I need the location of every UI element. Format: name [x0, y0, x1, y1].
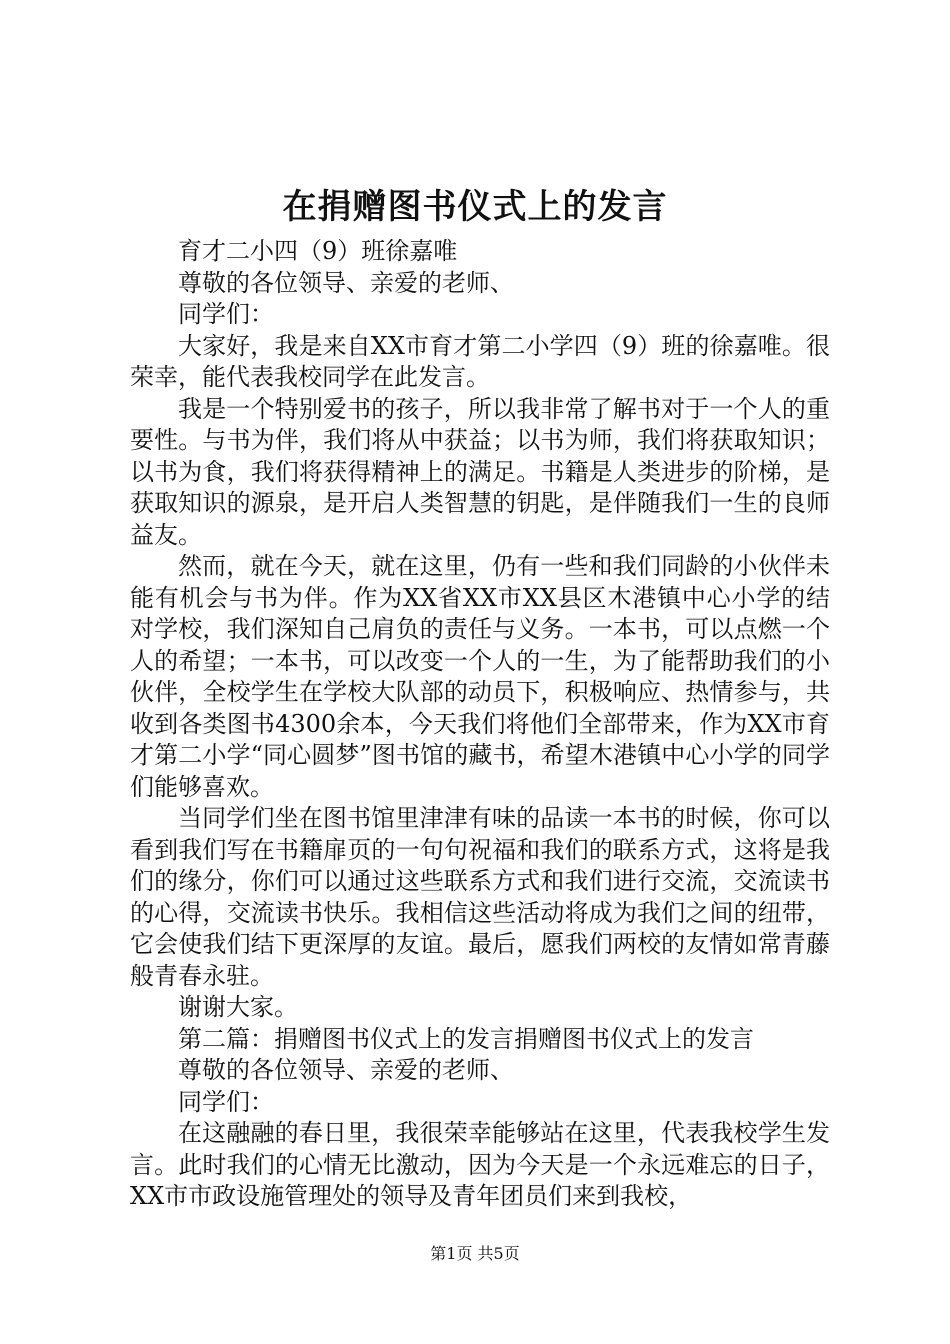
salutation-line-2: 同学们： — [178, 300, 274, 328]
author-line: 育才二小四（9）班徐嘉唯 — [178, 237, 458, 265]
salutation-line: 尊敬的各位领导、亲爱的老师、 — [178, 268, 514, 297]
section-heading: 第二篇：捐赠图书仪式上的发言捐赠图书仪式上的发言 — [178, 1024, 754, 1053]
salutation-line-2: 同学们： — [178, 1087, 274, 1116]
paragraph: 大家好，我是来自XX市育才第二小学四（9）班的徐嘉唯。很荣幸，能代表我校同学在此发言。 — [130, 331, 830, 391]
document-title: 在捐赠图书仪式上的发言 — [282, 187, 668, 227]
salutation-line: 尊敬的各位领导、亲爱的老师、 — [178, 1056, 514, 1084]
paragraph: 当同学们坐在图书馆里津津有味的品读一本书的时候，你可以看到我们写在书籍扉页的一句句祝福和我们的联系方式，这将是我们的缘分，你们可以通过这些联系方式和我们进行交流，交流读书的心得，交流读书快乐。我相信这些活动将成为我们之间的纽带，它会使我们结下更深厚的友谊。最后，愿我们两校的友情如常青藤般青春永驻。 — [130, 804, 830, 990]
paragraph: 在这融融的春日里，我很荣幸能够站在这里，代表我校学生发言。此时我们的心情无比激动，因为今天是一个永远难忘的日子，XX市市政设施管理处的领导及青年团员们来到我校， — [130, 1119, 830, 1210]
paragraph: 我是一个特别爱书的孩子，所以我非常了解书对于一个人的重要性。与书为伴，我们将从中获益；以书为师，我们将获取知识；以书为食，我们将获得精神上的满足。书籍是人类进步的阶梯，是获取知识的源泉，是开启人类智慧的钥匙，是伴随我们一生的良师益友。 — [130, 394, 830, 549]
paragraph: 然而，就在今天，就在这里，仍有一些和我们同龄的小伙伴未能有机会与书为伴。作为XX省XX市XX县区木港镇中心小学的结对学校，我们深知自己肩负的责任与义务。一本书，可以点燃一个人的希望；一本书，可以改变一个人的一生，为了能帮助我们的小伙伴，全校学生在学校大队部的动员下，积极响应、热情参与，共收到各类图书4300余本，今天我们将他们全部带来，作为XX市育才第二小学“同心圆梦”图书馆的藏书，希望木港镇中心小学的同学们能够喜欢。 — [130, 552, 830, 801]
closing-line: 谢谢大家。 — [178, 993, 298, 1021]
document-body — [130, 236, 830, 1213]
page-number-footer: 第1页 共5页 — [430, 1244, 520, 1263]
